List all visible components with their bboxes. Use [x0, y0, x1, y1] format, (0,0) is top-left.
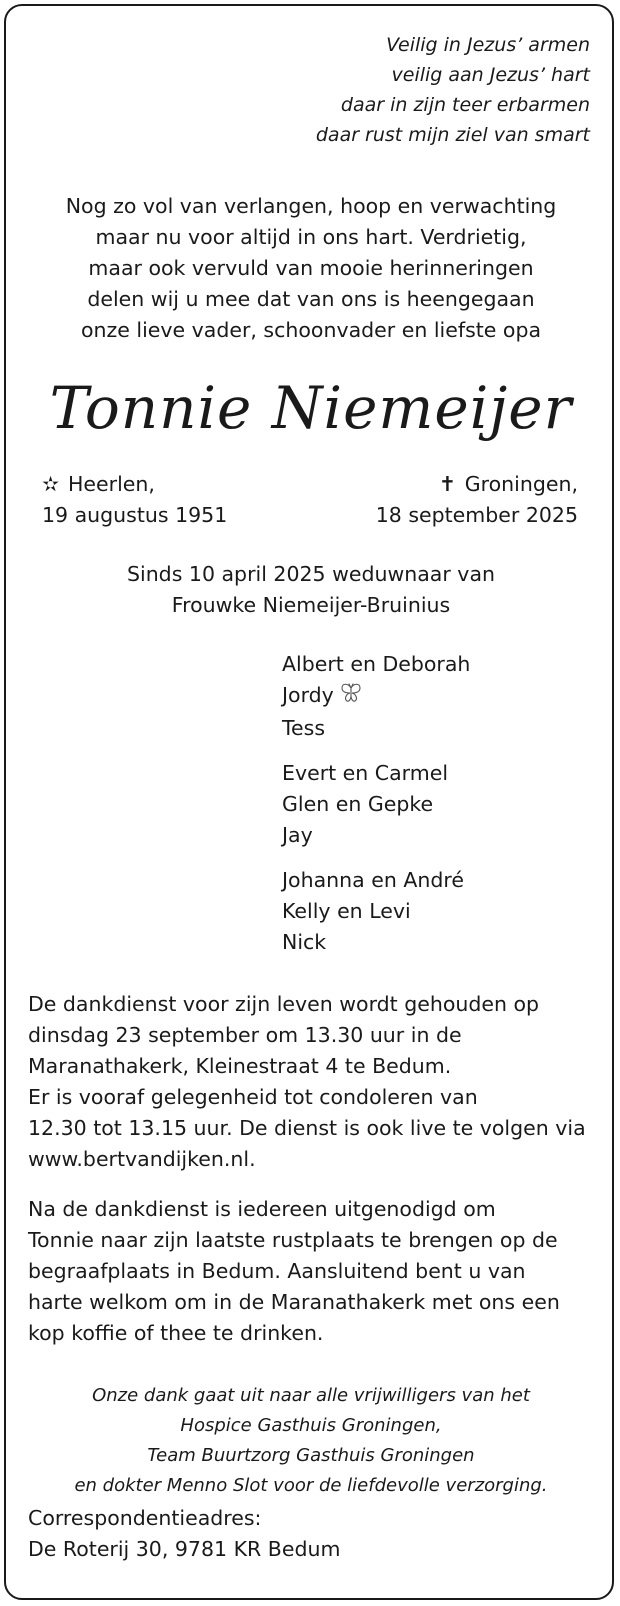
thanks-line: Hospice Gasthuis Groningen, — [180, 1415, 442, 1436]
widower-line: Sinds 10 april 2025 weduwnaar van — [126, 562, 495, 586]
cross-icon: ✝ — [438, 472, 456, 496]
verse-line: daar rust mijn ziel van smart — [315, 124, 590, 146]
family-member: Jay — [282, 823, 313, 847]
family-member-row — [282, 680, 470, 713]
service-line: De dankdienst voor zijn leven wordt gehouden op — [28, 992, 540, 1016]
burial-info — [28, 1194, 608, 1349]
death-notice-card — [4, 4, 614, 1600]
burial-line: Tonnie naar zijn laatste rustplaats te brengen op de — [28, 1228, 558, 1252]
birth-place: Heerlen, — [68, 472, 155, 496]
service-line: Maranathakerk, Kleinestraat 4 te Bedum. — [28, 1054, 452, 1078]
thanks-line: Team Buurtzorg Gasthuis Groningen — [147, 1445, 475, 1466]
widower-line: Frouwke Niemeijer-Bruinius — [171, 593, 451, 617]
address-label: Correspondentieadres: — [28, 1506, 262, 1530]
family-member: Nick — [282, 930, 327, 954]
poem-verse — [316, 30, 590, 150]
star-icon: ✫ — [42, 472, 60, 496]
burial-line: harte welkom om in de Maranathakerk met ons een — [28, 1290, 560, 1314]
family-group — [282, 649, 470, 744]
intro-line: onze lieve vader, schoonvader en liefste opa — [80, 318, 542, 342]
birth-date: 19 augustus 1951 — [42, 503, 228, 527]
thanks-text — [6, 1381, 616, 1501]
widower-text — [6, 559, 616, 621]
family-list — [282, 649, 470, 972]
family-member: Glen en Gepke — [282, 792, 434, 816]
family-member: Albert en Deborah — [282, 652, 471, 676]
thanks-line: Onze dank gaat uit naar alle vrijwilligers van het — [92, 1385, 530, 1406]
verse-line: veilig aan Jezus’ hart — [391, 64, 590, 86]
butterfly-icon — [340, 682, 362, 713]
family-group — [282, 758, 470, 851]
intro-line: maar ook vervuld van mooie herinneringen — [88, 256, 534, 280]
death-date: 18 september 2025 — [375, 503, 578, 527]
intro-text — [6, 191, 616, 346]
birth-info — [42, 469, 227, 531]
service-line: Er is vooraf gelegenheid tot condoleren van — [28, 1085, 478, 1109]
family-member: Kelly en Levi — [282, 899, 411, 923]
family-member: Tess — [282, 716, 326, 740]
service-line: dinsdag 23 september om 13.30 uur in de — [28, 1023, 462, 1047]
verse-line: Veilig in Jezus’ armen — [386, 34, 590, 56]
death-info — [376, 469, 578, 531]
intro-line: Nog zo vol van verlangen, hoop en verwachting — [65, 194, 557, 218]
death-place: Groningen, — [464, 472, 578, 496]
address-line: De Roterij 30, 9781 KR Bedum — [28, 1537, 341, 1561]
verse-line: daar in zijn teer erbarmen — [340, 94, 590, 116]
family-member: Jordy — [282, 683, 334, 707]
family-group — [282, 865, 470, 958]
service-info — [28, 989, 608, 1175]
burial-line: Na de dankdienst is iedereen uitgenodigd om — [28, 1197, 496, 1221]
intro-line: maar nu voor altijd in ons hart. Verdrietig, — [95, 225, 527, 249]
family-member: Evert en Carmel — [282, 761, 449, 785]
intro-line: delen wij u mee dat van ons is heengegaan — [87, 287, 535, 311]
burial-line: kop koffie of thee te drinken. — [28, 1321, 324, 1345]
service-line: 12.30 tot 13.15 uur. De dienst is ook live te volgen via — [28, 1116, 586, 1140]
family-member: Johanna en André — [282, 868, 464, 892]
thanks-line: en dokter Menno Slot voor de liefdevolle verzorging. — [74, 1475, 548, 1496]
correspondence-address — [28, 1503, 608, 1565]
deceased-name: Tonnie Niemeijer — [49, 374, 573, 442]
burial-line: begraafplaats in Bedum. Aansluitend bent u van — [28, 1259, 526, 1283]
service-line: www.bertvandijken.nl. — [28, 1147, 256, 1171]
